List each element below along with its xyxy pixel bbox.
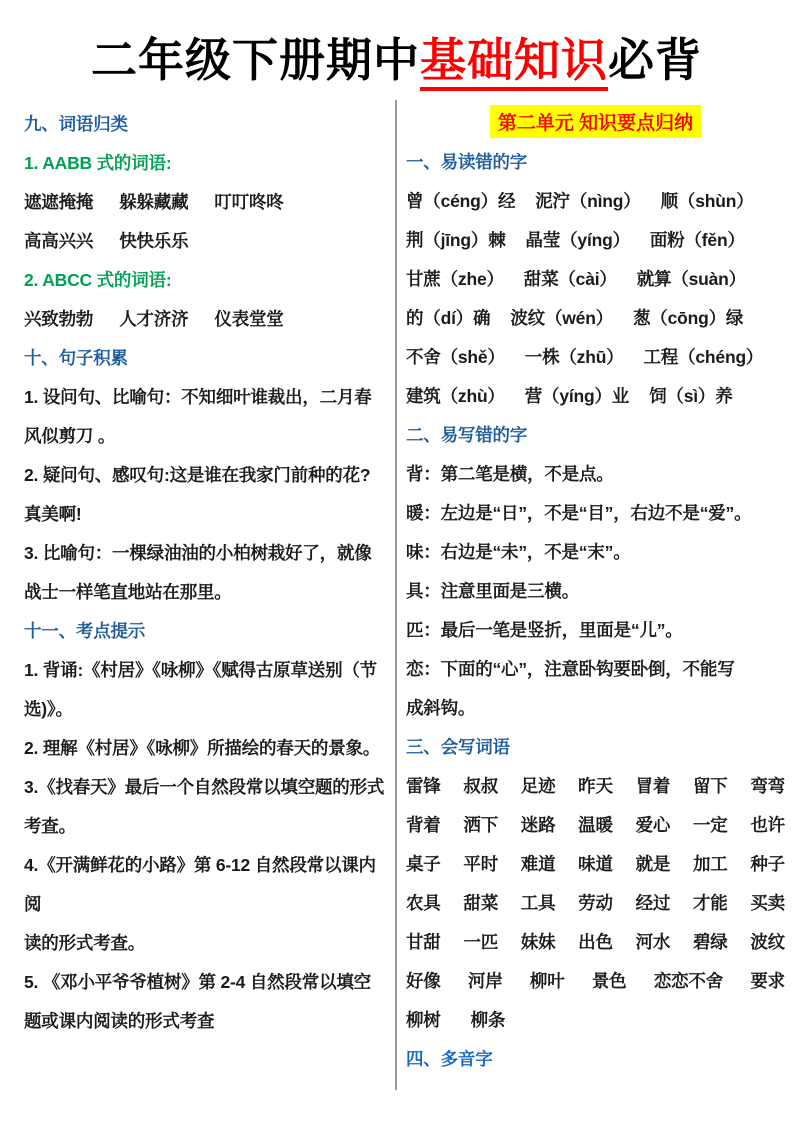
pinyin-word: 曾（céng）经 — [406, 191, 516, 211]
word: 买卖 — [750, 893, 785, 913]
section-heading-2: 二、易写错的字 — [406, 425, 528, 445]
text-line: 3. 比喻句：一棵绿油油的小柏树栽好了，就像 — [24, 543, 372, 563]
text-line: 5. 《邓小平爷爷植树》第 2-4 自然段常以填空 — [24, 972, 371, 992]
pinyin-word: 顺（shùn） — [660, 191, 754, 211]
word: 加工 — [692, 854, 728, 874]
section-heading-10: 十、句子积累 — [24, 348, 128, 368]
pinyin-word: 的（dí）确 — [406, 308, 491, 328]
word-row — [24, 299, 391, 338]
word: 柳叶 — [529, 971, 565, 991]
word: 人才济济 — [119, 309, 189, 329]
word: 种子 — [750, 854, 785, 874]
word: 洒下 — [463, 815, 498, 835]
word: 桌子 — [406, 854, 441, 874]
right-column — [397, 100, 791, 1090]
word: 好像 — [406, 971, 441, 991]
word: 弯弯 — [750, 776, 785, 796]
section-heading-9: 九、词语归类 — [24, 114, 128, 134]
pinyin-word: 甘蔗（zhe） — [406, 269, 504, 289]
word: 温暖 — [578, 815, 613, 835]
section-heading-4: 四、多音字 — [406, 1049, 493, 1069]
pinyin-word: 葱（cōng）绿 — [633, 308, 744, 328]
text-line: 考查。 — [24, 816, 76, 836]
word: 躲躲藏藏 — [119, 192, 189, 212]
text-line: 战士一样笔直地站在那里。 — [24, 582, 232, 602]
word: 工具 — [520, 893, 556, 913]
word: 甜菜 — [463, 893, 498, 913]
text-line: 1. 设问句、比喻句：不知细叶谁裁出，二月春 — [24, 387, 372, 407]
text-line: 2. 疑问句、感叹句:这是谁在我家门前种的花? — [24, 465, 371, 485]
pinyin-word: 一株（zhū） — [524, 347, 624, 367]
word: 妹妹 — [520, 932, 556, 952]
pinyin-word: 工程（chéng） — [643, 347, 764, 367]
word: 背着 — [406, 815, 441, 835]
pinyin-row — [406, 220, 785, 259]
word: 冒着 — [635, 776, 671, 796]
pinyin-word: 甜菜（cài） — [523, 269, 617, 289]
text-line: 1. 背诵:《村居》《咏柳》《赋得古原草送别（节 — [24, 660, 377, 680]
title-prefix: 二年级下册期中 — [91, 34, 420, 86]
pinyin-row — [406, 376, 785, 415]
pinyin-word: 饲（sì）养 — [649, 386, 733, 406]
pinyin-word: 晶莹（yíng） — [525, 230, 630, 250]
word: 迷路 — [520, 815, 556, 835]
text-line: 2. 理解《村居》《咏柳》所描绘的春天的景象。 — [24, 738, 381, 758]
word: 叮叮咚咚 — [214, 192, 284, 212]
section-heading-11: 十一、考点提示 — [24, 621, 146, 641]
word: 景色 — [591, 971, 627, 991]
word: 碧绿 — [692, 932, 728, 952]
word: 一定 — [692, 815, 728, 835]
text-line: 读的形式考查。 — [24, 933, 146, 953]
text-line: 题或课内阅读的形式考查 — [24, 1011, 215, 1031]
word: 柳树 — [406, 1010, 441, 1030]
word: 经过 — [635, 893, 671, 913]
left-column — [0, 100, 397, 1090]
word: 留下 — [692, 776, 728, 796]
unit-banner-row — [406, 100, 785, 142]
word: 叔叔 — [463, 776, 498, 796]
section-heading-3: 三、会写词语 — [406, 737, 510, 757]
word: 劳动 — [578, 893, 613, 913]
word-row — [406, 1000, 785, 1039]
word-row — [406, 961, 785, 1000]
page-title — [0, 0, 793, 100]
content-columns — [0, 100, 793, 1090]
word-row — [406, 922, 785, 961]
word: 雷锋 — [406, 776, 441, 796]
word: 河水 — [635, 932, 671, 952]
word-row — [24, 221, 391, 260]
word: 也许 — [750, 815, 785, 835]
miswrite-lines — [406, 454, 785, 727]
text-line: 风似剪刀 。 — [24, 426, 116, 446]
title-suffix: 必背 — [608, 34, 702, 86]
section-heading-1: 一、易读错的字 — [406, 152, 528, 172]
word: 河岸 — [467, 971, 503, 991]
word: 才能 — [692, 893, 728, 913]
pinyin-word: 建筑（zhù） — [406, 386, 505, 406]
word: 爱心 — [635, 815, 671, 835]
word-row — [406, 805, 785, 844]
word: 高高兴兴 — [24, 231, 94, 251]
word: 恋恋不舍 — [653, 971, 724, 991]
text-line: 选)》。 — [24, 699, 73, 719]
word: 兴致勃勃 — [24, 309, 94, 329]
text-line: 成斜钩。 — [406, 698, 476, 718]
text-line: 阅 — [24, 894, 42, 914]
pinyin-word: 营（yíng）业 — [524, 386, 630, 406]
word: 遮遮掩掩 — [24, 192, 94, 212]
word-row — [24, 182, 391, 221]
word: 昨天 — [578, 776, 613, 796]
word-row — [406, 766, 785, 805]
text-line: 匹：最后一笔是竖折，里面是“儿”。 — [406, 620, 683, 640]
pinyin-row — [406, 259, 785, 298]
text-line: 暖：左边是“日”，不是“目”，右边不是“爱”。 — [406, 503, 752, 523]
pinyin-row — [406, 298, 785, 337]
pinyin-word: 不舍（shě） — [406, 347, 505, 367]
text-line: 3.《找春天》最后一个自然段常以填空题的形式 — [24, 777, 385, 797]
pinyin-word: 波纹（wén） — [510, 308, 613, 328]
subheading-aabb: 1. AABB 式的词语: — [24, 153, 172, 173]
pinyin-word: 荆（jīng）棘 — [406, 230, 506, 250]
word: 一匹 — [463, 932, 498, 952]
pinyin-word: 就算（suàn） — [636, 269, 746, 289]
title-highlight: 基础知识 — [420, 34, 608, 91]
subheading-abcc: 2. ABCC 式的词语: — [24, 270, 172, 290]
text-line: 具：注意里面是三横。 — [406, 581, 579, 601]
pinyin-row — [406, 337, 785, 376]
pinyin-word: 泥泞（nìng） — [535, 191, 641, 211]
word: 平时 — [463, 854, 498, 874]
word: 柳条 — [470, 1010, 506, 1030]
word: 农具 — [406, 893, 441, 913]
text-line: 背：第二笔是横，不是点。 — [406, 464, 614, 484]
text-line: 4.《开满鲜花的小路》第 6-12 自然段常以课内 — [24, 855, 376, 875]
text-line: 恋：下面的“心”，注意卧钩要卧倒，不能写 — [406, 659, 735, 679]
unit-banner: 第二单元 知识要点归纳 — [490, 105, 701, 138]
text-line: 真美啊! — [24, 504, 82, 524]
word-row — [406, 883, 785, 922]
exam-tip-lines — [24, 650, 391, 1040]
word: 足迹 — [520, 776, 556, 796]
word: 就是 — [635, 854, 671, 874]
word: 波纹 — [750, 932, 785, 952]
pinyin-word: 面粉（fěn） — [649, 230, 745, 250]
word: 仪表堂堂 — [214, 309, 284, 329]
word: 难道 — [520, 854, 556, 874]
word-row — [406, 844, 785, 883]
word: 甘甜 — [406, 932, 441, 952]
sentence-lines — [24, 377, 391, 611]
word: 要求 — [750, 971, 785, 991]
word: 味道 — [578, 854, 613, 874]
pinyin-row — [406, 181, 785, 220]
word: 快快乐乐 — [119, 231, 189, 251]
word: 出色 — [578, 932, 613, 952]
text-line: 味：右边是“未”，不是“末”。 — [406, 542, 631, 562]
